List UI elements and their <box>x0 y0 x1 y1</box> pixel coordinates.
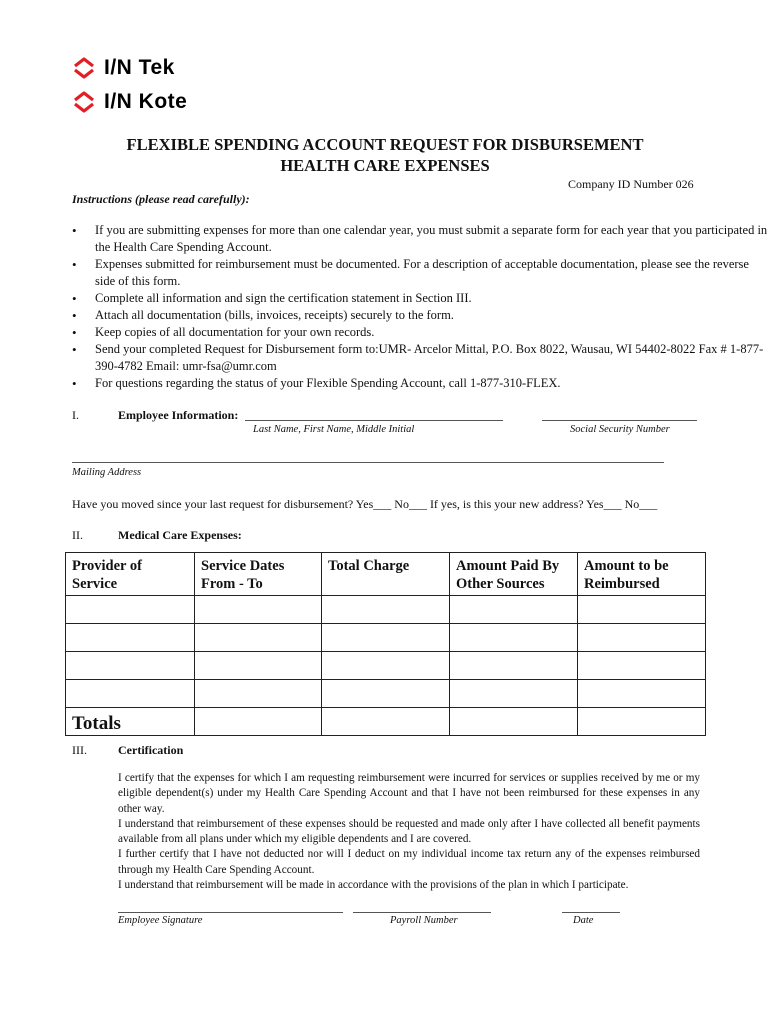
table-cell <box>195 708 322 736</box>
section-2-label: Medical Care Expenses: <box>118 528 242 542</box>
column-header: Total Charge <box>322 553 450 596</box>
column-header: Service Dates From - To <box>195 553 322 596</box>
certification-paragraph: I certify that the expenses for which I am requesting reimbursement were incurred for services or supplies received by me or my eligible dependent(s) under my Health Care Spending Account and that I have not been reimbursed for these expenses in any other way. <box>118 772 700 815</box>
table-row <box>66 652 706 680</box>
table-cell[interactable] <box>195 624 322 652</box>
column-header: Provider of Service <box>66 553 195 596</box>
section-3-numeral: III. <box>72 743 87 757</box>
certification-paragraph: I further certify that I have not deducted nor will I deduct on my individual income tax return any of the expenses reimbursed through my Health Care Spending Account. <box>118 848 700 876</box>
certification-text <box>118 771 700 893</box>
table-cell[interactable] <box>66 596 195 624</box>
totals-label: Totals <box>66 708 195 736</box>
payroll-caption: Payroll Number <box>390 915 458 926</box>
date-caption: Date <box>573 915 594 926</box>
signature-caption: Employee Signature <box>118 915 203 926</box>
table-cell[interactable] <box>578 708 706 736</box>
table-cell[interactable] <box>578 652 706 680</box>
certification-paragraph: I understand that reimbursement will be made in accordance with the provisions of the plan in which I participate. <box>118 879 629 892</box>
list-item: • Attach all documentation (bills, invoices, receipts) securely to the form. <box>72 307 770 324</box>
instructions-label: Instructions (please read carefully): <box>72 192 250 206</box>
table-cell[interactable] <box>66 624 195 652</box>
table-cell[interactable] <box>195 652 322 680</box>
section-1-label: Employee Information: <box>118 408 239 422</box>
logo-text: I/N Kote <box>104 90 188 113</box>
table-cell[interactable] <box>195 680 322 708</box>
expenses-table <box>65 552 706 736</box>
section-3-label: Certification <box>118 743 184 757</box>
table-cell[interactable] <box>450 596 578 624</box>
name-field[interactable] <box>245 420 503 421</box>
signature-field[interactable] <box>118 912 343 913</box>
table-cell[interactable] <box>578 624 706 652</box>
ssn-caption: Social Security Number <box>570 424 670 435</box>
table-cell[interactable] <box>322 680 450 708</box>
ssn-field[interactable] <box>542 420 697 421</box>
payroll-field[interactable] <box>353 912 491 913</box>
section-1-numeral: I. <box>72 408 79 422</box>
table-cell[interactable] <box>66 652 195 680</box>
table-cell[interactable] <box>450 652 578 680</box>
company-id: Company ID Number 026 <box>568 177 694 191</box>
table-cell[interactable] <box>578 596 706 624</box>
table-row <box>66 624 706 652</box>
chevron-ring-icon <box>72 90 96 114</box>
table-header-row <box>66 553 706 596</box>
table-cell[interactable] <box>450 624 578 652</box>
column-header: Amount to be Reimbursed <box>578 553 706 596</box>
instructions-list <box>72 222 770 392</box>
table-cell[interactable] <box>578 680 706 708</box>
table-cell[interactable] <box>195 596 322 624</box>
table-cell[interactable] <box>450 708 578 736</box>
chevron-ring-icon <box>72 56 96 80</box>
certification-paragraph: I understand that reimbursement of these expenses should be requested and made only after I have collected all benefit payments available from all plans under which my eligible dependents and I are covered. <box>118 817 700 846</box>
list-item: • Complete all information and sign the certification statement in Section III. <box>72 290 770 307</box>
page-title-line2: HEALTH CARE EXPENSES <box>280 156 490 175</box>
table-cell[interactable] <box>450 680 578 708</box>
date-field[interactable] <box>562 912 620 913</box>
list-item: • For questions regarding the status of your Flexible Spending Account, call 1-877-310-FLEX. <box>72 375 770 392</box>
table-cell[interactable] <box>322 652 450 680</box>
page-title-line1: FLEXIBLE SPENDING ACCOUNT REQUEST FOR DISBURSEMENT <box>126 135 644 154</box>
list-item: • If you are submitting expenses for more than one calendar year, you must submit a separate form for each year that you participated in the Health Care Spending Account. <box>72 222 770 256</box>
list-item: • Expenses submitted for reimbursement must be documented. For a description of acceptable documentation, please see the reverse side of this form. <box>72 256 770 290</box>
mailing-address-caption: Mailing Address <box>72 467 142 478</box>
section-2-numeral: II. <box>72 528 83 542</box>
name-caption: Last Name, First Name, Middle Initial <box>253 424 415 435</box>
logo-in-tek <box>72 56 175 80</box>
table-cell[interactable] <box>322 708 450 736</box>
table-cell[interactable] <box>322 596 450 624</box>
logo-text: I/N Tek <box>104 56 175 79</box>
column-header: Amount Paid By Other Sources <box>450 553 578 596</box>
table-cell[interactable] <box>66 680 195 708</box>
list-item: • Send your completed Request for Disbursement form to:UMR- Arcelor Mittal, P.O. Box 8022, Wausau, WI 54402-8022 Fax # 1-877-390-4782 Email: umr-fsa@umr.com <box>72 341 770 375</box>
list-item: • Keep copies of all documentation for your own records. <box>72 324 770 341</box>
table-row <box>66 680 706 708</box>
table-cell[interactable] <box>322 624 450 652</box>
logo-in-kote <box>72 90 187 114</box>
table-row <box>66 596 706 624</box>
moved-question: Have you moved since your last request for disbursement? Yes___ No___ If yes, is this your new address? Yes___ No___ <box>72 497 658 511</box>
mailing-address-field[interactable] <box>72 462 664 463</box>
totals-row <box>66 708 706 736</box>
